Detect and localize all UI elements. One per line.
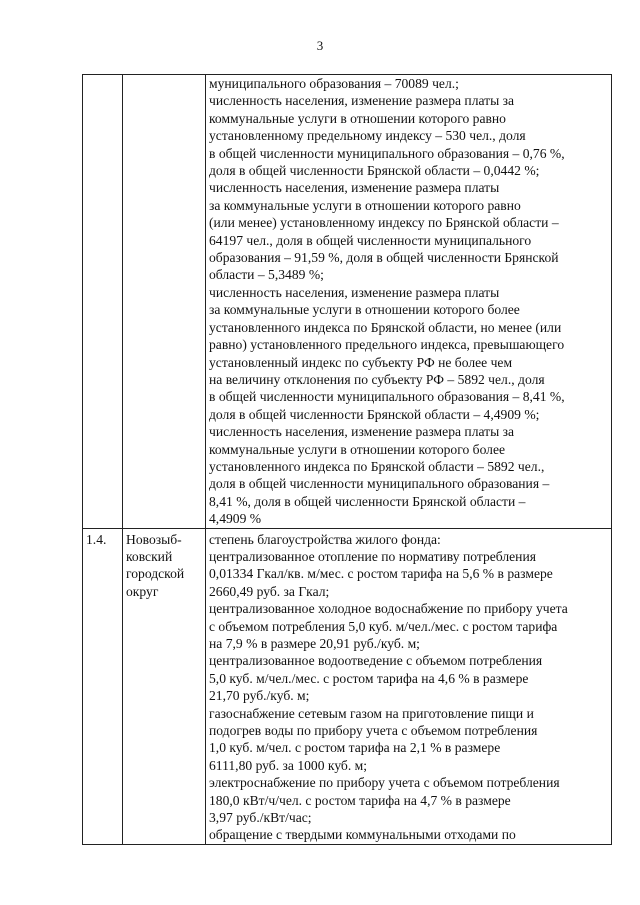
text-line: 0,01334 Гкал/кв. м/мес. с ростом тарифа на 5,6 % в размере [209,566,553,582]
text-line: 3,97 руб./кВт/час; [209,810,312,826]
text-line: 2660,49 руб. за Гкал; [209,583,330,599]
text-line: 8,41 %, доля в общей численности Брянской области – [209,493,526,509]
text-line: численность населения, изменение размера платы за [209,424,515,440]
municipality-cell [123,528,206,844]
text-line: образования – 91,59 %, доля в общей численности Брянской [209,250,559,266]
text-line: степень благоустройства жилого фонда: [209,531,441,547]
text-line: на 7,9 % в размере 20,91 руб./куб. м; [209,636,420,651]
page-number: 3 [316,38,324,53]
text-line: 180,0 кВт/ч/чел. с ростом тарифа на 4,7 % в размере [209,792,511,808]
table-row [83,528,612,844]
text-line: установленный индекс по субъекту РФ не более чем [209,354,513,370]
text-line: 64197 чел., доля в общей численности муниципального [209,232,532,248]
row-number-cell [83,75,123,529]
text-line: доля в общей численности Брянской области – 0,0442 %; [209,163,540,179]
text-line: численность населения, изменение размера платы за [209,93,515,109]
text-line: централизованное водоотведение с объемом потребления [209,653,543,669]
text-line: установленного индекса по Брянской области, но менее (или [209,319,562,335]
description-cell [206,75,612,529]
text-line: централизованное холодное водоснабжение по прибору учета [209,601,568,617]
tariff-table [82,74,612,845]
text-line: за коммунальные услуги в отношении которого более [209,302,520,318]
text-line: 4,4909 % [209,511,262,527]
text-line: подогрев воды по прибору учета с объемом потребления [209,723,538,739]
text-line: коммунальные услуги в отношении которого равно [209,110,506,126]
table-row [83,75,612,529]
text-line: (или менее) установленному индексу по Брянской области – [209,215,559,231]
row-number-cell: 1.4. [83,528,123,844]
text-line: 6111,80 руб. за 1000 куб. м; [209,757,368,773]
text-line: численность населения, изменение размера платы [209,180,500,196]
text-line: в общей численности муниципального образования – 8,41 %, [209,389,565,405]
text-line: установленного индекса по Брянской области – 5892 чел., [209,458,545,474]
municipality-cell [123,75,206,529]
text-line: муниципального образования – 70089 чел.; [209,76,459,91]
text-line: в общей численности муниципального образования – 0,76 %, [209,145,565,161]
municipality-name-line: округ [126,583,159,599]
text-line: газоснабжение сетевым газом на приготовление пищи и [209,705,534,721]
text-line: с объемом потребления 5,0 куб. м/чел./мес. с ростом тарифа [209,618,558,634]
description-cell [206,528,612,844]
text-line: за коммунальные услуги в отношении которого равно [209,197,521,213]
text-line: доля в общей численности муниципального образования – [209,476,550,492]
text-line: электроснабжение по прибору учета с объемом потребления [209,775,560,791]
text-line: 1,0 куб. м/чел. с ростом тарифа на 2,1 % в размере [209,740,501,756]
text-line: доля в общей численности Брянской области – 4,4909 %; [209,406,540,422]
municipality-name-line: ковский [126,548,173,564]
municipality-name-line: городской [126,566,185,582]
text-line: 5,0 куб. м/чел./мес. с ростом тарифа на 4,6 % в размере [209,670,529,686]
text-line: обращение с твердыми коммунальными отходами по [209,827,516,843]
text-line: коммунальные услуги в отношении которого более [209,441,506,457]
text-line: централизованное отопление по нормативу потребления [209,548,536,564]
text-line: численность населения, изменение размера платы [209,284,500,300]
municipality-name-line: Новозыб- [126,531,182,547]
text-line: установленному предельному индексу – 530 чел., доля [209,128,526,144]
text-line: области – 5,3489 %; [209,267,324,283]
text-line: равно) установленного предельного индекса, превышающего [209,337,565,353]
text-line: 21,70 руб./куб. м; [209,688,310,704]
text-line: на величину отклонения по субъекту РФ – 5892 чел., доля [209,371,545,387]
